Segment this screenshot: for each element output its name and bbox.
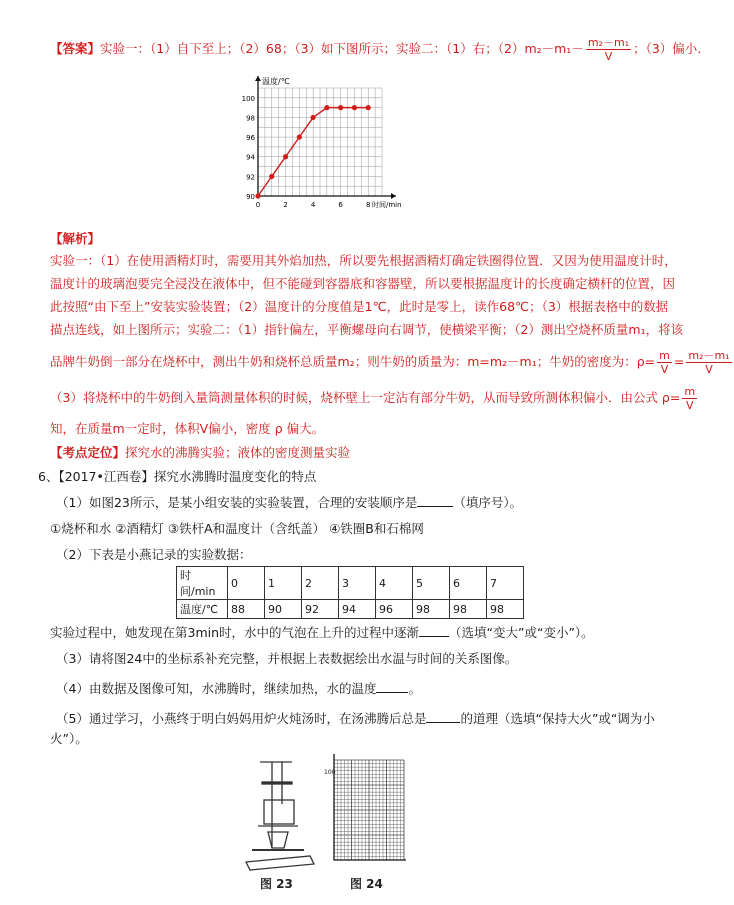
rho3-den: V	[685, 399, 694, 412]
analysis-line-5-text: 品牌牛奶倒一部分在烧杯中，测出牛奶和烧杯总质量m₂；则牛奶的质量为：m=m₂－m₁；牛奶的密度为：ρ=	[50, 354, 656, 369]
rho-eq: =	[673, 354, 685, 369]
rho-frac-num: m	[659, 349, 670, 362]
question-4-text: （4）由数据及图像可知，水沸腾时，继续加热，水的温度	[56, 681, 377, 696]
table-cell: 98	[487, 600, 524, 619]
rho3-num: m	[684, 385, 696, 398]
x-tick-label: 4	[310, 201, 316, 209]
x-axis-label: 时间/min	[372, 201, 402, 209]
rho-frac2-num: m₂－m₁	[688, 349, 730, 362]
temperature-time-chart	[232, 68, 422, 218]
x-axis-arrow	[391, 193, 396, 199]
question-2b-text: 实验过程中，她发现在第3min时，水中的气泡在上升的过程中逐渐	[50, 625, 420, 640]
table-cell: 94	[339, 600, 376, 619]
answer-blank-2[interactable]	[419, 624, 449, 637]
y-tick-label: 96	[246, 134, 255, 143]
data-point	[255, 193, 260, 198]
table-cell: 5	[413, 567, 450, 600]
data-point	[324, 105, 329, 110]
question-5-line2: 火”）。	[50, 731, 88, 746]
answer-blank-4[interactable]	[376, 680, 408, 693]
question-2: （2）下表是小燕记录的实验数据：	[56, 547, 252, 562]
x-tick-label: 6	[338, 201, 343, 209]
fig24-caption: 图 24	[350, 877, 383, 891]
question-2b	[50, 624, 610, 642]
table-cell: 时间/min	[177, 567, 228, 600]
fig24-axes	[334, 754, 406, 860]
analysis-line-7: 知，在质量m一定时，体积V偏小，密度 ρ 偏大。	[50, 421, 325, 436]
question-5	[56, 710, 655, 728]
table-cell: 7	[487, 567, 524, 600]
y-tick-label: 92	[246, 173, 255, 182]
question-1-text: （1）如图23所示，是某小组安装的实验装置，合理的安装顺序是	[56, 495, 418, 510]
data-point	[352, 105, 357, 110]
table-cell: 90	[265, 600, 302, 619]
question-3: （3）请将图24中的坐标系补充完整，并根据上表数据绘出水温与时间的关系图像。	[56, 651, 518, 666]
analysis-label: 【解析】	[50, 231, 101, 246]
analysis-line-4: 描点连线，如上图所示；实验二：（1）指针偏左，平衡螺母向右调节，使横梁平衡；（2）测出空烧杯质量m₁，将该	[50, 322, 684, 337]
table-cell: 2	[302, 567, 339, 600]
answer-text: 实验一：（1）自下至上；（2）68；（3）如下图所示；实验二：（1）右；（2）	[100, 41, 525, 56]
y-tick-label: 100	[241, 94, 255, 103]
y-tick-label: 94	[246, 153, 255, 162]
rho-frac2-den: V	[705, 363, 713, 376]
rho-fraction	[657, 349, 672, 376]
analysis-line-2: 温度计的玻璃泡要完全浸没在液体中，但不能碰到容器底和容器壁，所以要根据温度计的长度确定横杆的位置，因	[50, 276, 676, 291]
analysis-line-1: 实验一：（1）在使用酒精灯时，需要用其外焰加热，所以要先根据酒精灯确定铁圈得位置．又因为使用温度计时，	[50, 253, 677, 268]
question-4-end: 。	[408, 681, 421, 696]
answer-line: 【答案】实验一：（1）自下至上；（2）68；（3）如下图所示；实验二：（1）右；（2）m₂－m₁－ $\frac{\text{m₂－m₁}}{V}$ ；（3）偏小.	[50, 36, 702, 63]
table-cell: 6	[450, 567, 487, 600]
answer-blank-5[interactable]	[426, 710, 460, 723]
analysis-line-5	[50, 349, 730, 376]
x-tick-label: 2	[283, 201, 288, 209]
table-row	[177, 567, 524, 600]
question-1-options: ①烧杯和水 ②酒精灯 ③铁杆A和温度计（含纸盖） ④铁圈B和石棉网	[50, 521, 424, 536]
fig24-grid	[334, 754, 406, 860]
kaodian-text: 探究水的沸腾实验；液体的密度测量实验	[125, 445, 351, 460]
y-tick-label: 90	[246, 193, 255, 201]
analysis-line-6	[50, 385, 696, 412]
table-cell: 98	[413, 600, 450, 619]
y-axis-arrow	[255, 76, 261, 81]
question-header: 6、【2017•江西卷】探究水沸腾时温度变化的特点	[38, 469, 317, 484]
answer-m-expr: m₂－m₁	[524, 41, 572, 56]
x-tick-label: 8	[365, 201, 371, 209]
answer-label: 【答案】	[50, 41, 101, 56]
question-4	[56, 680, 616, 698]
table-cell: 0	[228, 567, 265, 600]
data-point	[283, 154, 288, 159]
question-2b-end: （选填“变大”或“变小”）。	[449, 625, 594, 640]
question-5-end: 的道理（选填“保持大火”或“调为小	[460, 711, 655, 726]
table-cell: 温度/℃	[177, 600, 228, 619]
answer-blank-1[interactable]	[417, 494, 453, 507]
y-tick-label: 98	[246, 114, 255, 123]
table-cell: 88	[228, 600, 265, 619]
answer-frac-den: V	[604, 50, 613, 63]
data-point	[338, 105, 343, 110]
data-point	[297, 134, 302, 139]
question-5-text: （5）通过学习，小燕终于明白妈妈用炉火炖汤时，在汤沸腾后总是	[56, 711, 427, 726]
rho-fraction-2	[686, 349, 731, 376]
question-1-end: （填序号）。	[453, 495, 523, 510]
data-table	[176, 566, 524, 619]
data-point	[269, 174, 274, 179]
table-cell: 96	[376, 600, 413, 619]
kaodian-line	[50, 444, 610, 462]
answer-frac-num: m₂－m₁	[587, 36, 630, 49]
fig23-caption: 图 23	[260, 877, 293, 891]
rho-fraction-3	[682, 385, 697, 412]
table-cell: 1	[265, 567, 302, 600]
rho-frac-den: V	[660, 363, 669, 376]
question-1	[56, 494, 616, 512]
analysis-line-3: 此按照“由下至上”安装实验装置；（2）温度计的分度值是1℃，此时是零上，读作68℃；（3）根据表格中的数据	[50, 299, 669, 314]
table-cell: 3	[339, 567, 376, 600]
figures-23-24	[238, 752, 408, 894]
fig23-apparatus	[246, 762, 314, 870]
kaodian-label: 【考点定位】	[50, 445, 126, 460]
table-cell: 92	[302, 600, 339, 619]
table-cell: 98	[450, 600, 487, 619]
table-row	[177, 600, 524, 619]
y-axis-label: 温度/℃	[262, 77, 290, 86]
analysis-line-6-text: （3）将烧杯中的牛奶倒入量筒测量体积的时候，烧杯壁上一定沾有部分牛奶，从而导致所测体积偏小．由公式 ρ=	[50, 390, 681, 405]
table-cell: 4	[376, 567, 413, 600]
data-point	[311, 115, 316, 120]
x-tick-label: 0	[255, 201, 261, 209]
answer-fraction	[586, 36, 631, 63]
data-point	[366, 105, 371, 110]
fig24-y-tick: 100	[324, 769, 336, 776]
answer-end: ；（3）偏小.	[633, 41, 702, 56]
